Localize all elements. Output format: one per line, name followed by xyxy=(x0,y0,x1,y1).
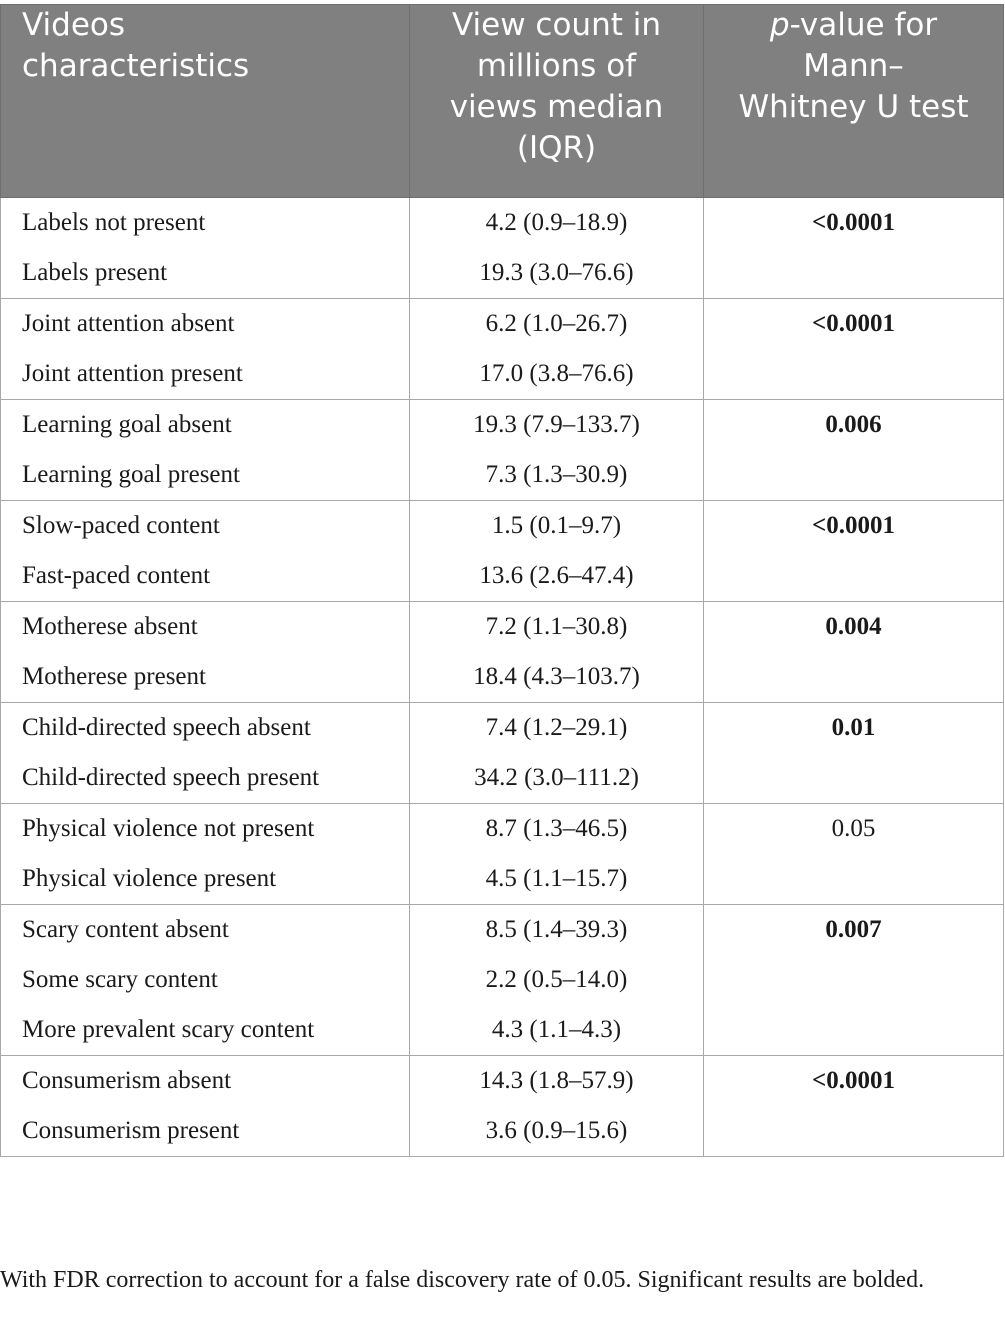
characteristic-cell xyxy=(1,1056,410,1157)
characteristic-label: Child-directed speech present xyxy=(22,764,320,791)
view-count-value: 7.4 (1.2–29.1) xyxy=(485,714,628,741)
header-line: Mann– xyxy=(803,48,904,84)
header-videos-characteristics xyxy=(1,5,410,198)
table-row xyxy=(1,198,1004,299)
characteristic-cell xyxy=(1,703,410,804)
characteristic-cell xyxy=(1,400,410,501)
table-row xyxy=(1,905,1004,1056)
view-count-value: 6.2 (1.0–26.7) xyxy=(485,310,628,337)
p-value: 0.01 xyxy=(831,714,876,741)
p-value: 0.006 xyxy=(825,411,882,438)
table-row xyxy=(1,1056,1004,1157)
header-p-italic: p xyxy=(769,7,790,43)
characteristic-label: Motherese present xyxy=(22,663,206,690)
table-footnote: With FDR correction to account for a false discovery rate of 0.05. Significant results are bolded. xyxy=(0,1267,925,1293)
characteristic-label: Physical violence not present xyxy=(22,815,315,842)
header-line: views median xyxy=(449,89,664,125)
header-line: (IQR) xyxy=(516,130,597,166)
table-body xyxy=(1,198,1004,1157)
header-view-count xyxy=(410,5,704,198)
p-value: <0.0001 xyxy=(812,310,895,337)
view-count-value: 8.7 (1.3–46.5) xyxy=(485,815,628,842)
results-table xyxy=(0,4,1004,1157)
characteristic-cell xyxy=(1,602,410,703)
characteristic-label: Consumerism absent xyxy=(22,1067,232,1094)
header-line: millions of xyxy=(476,48,637,84)
p-value-cell xyxy=(704,299,1004,400)
view-count-value: 13.6 (2.6–47.4) xyxy=(479,562,634,589)
characteristic-label: Fast-paced content xyxy=(22,562,211,589)
header-p-rest: -value for xyxy=(789,7,938,43)
characteristic-cell xyxy=(1,804,410,905)
table-row xyxy=(1,602,1004,703)
characteristic-label: Labels not present xyxy=(22,209,206,236)
view-count-value: 17.0 (3.8–76.6) xyxy=(479,360,634,387)
p-value: 0.004 xyxy=(825,613,882,640)
view-count-value: 3.6 (0.9–15.6) xyxy=(485,1117,628,1144)
characteristic-label: Motherese absent xyxy=(22,613,198,640)
characteristic-label: Labels present xyxy=(22,259,168,286)
p-value-cell xyxy=(704,905,1004,1056)
characteristic-cell xyxy=(1,501,410,602)
view-count-value: 8.5 (1.4–39.3) xyxy=(485,916,628,943)
header-line: View count in xyxy=(452,7,661,43)
table-row xyxy=(1,299,1004,400)
characteristic-label: More prevalent scary content xyxy=(22,1016,315,1043)
view-count-value: 4.2 (0.9–18.9) xyxy=(485,209,628,236)
p-value-cell xyxy=(704,1056,1004,1157)
view-count-value: 2.2 (0.5–14.0) xyxy=(485,966,628,993)
characteristic-label: Child-directed speech absent xyxy=(22,714,311,741)
characteristic-label: Joint attention present xyxy=(22,360,243,387)
view-count-cell xyxy=(410,400,704,501)
table-row xyxy=(1,703,1004,804)
p-value-cell xyxy=(704,703,1004,804)
header-line xyxy=(704,5,1003,46)
view-count-cell xyxy=(410,1056,704,1157)
characteristic-label: Consumerism present xyxy=(22,1117,240,1144)
characteristic-label: Joint attention absent xyxy=(22,310,235,337)
header-p-value xyxy=(704,5,1004,198)
characteristic-label: Scary content absent xyxy=(22,916,229,943)
view-count-value: 4.5 (1.1–15.7) xyxy=(485,865,628,892)
p-value: <0.0001 xyxy=(812,209,895,236)
view-count-cell xyxy=(410,501,704,602)
view-count-cell xyxy=(410,198,704,299)
view-count-value: 14.3 (1.8–57.9) xyxy=(479,1067,634,1094)
p-value-cell xyxy=(704,400,1004,501)
characteristic-label: Learning goal present xyxy=(22,461,240,488)
view-count-value: 7.3 (1.3–30.9) xyxy=(485,461,628,488)
p-value-cell xyxy=(704,501,1004,602)
table-row xyxy=(1,804,1004,905)
view-count-cell xyxy=(410,804,704,905)
header-line: Videos xyxy=(22,7,126,43)
p-value-cell xyxy=(704,602,1004,703)
view-count-cell xyxy=(410,905,704,1056)
view-count-value: 1.5 (0.1–9.7) xyxy=(491,512,622,539)
characteristic-label: Learning goal absent xyxy=(22,411,232,438)
table-row xyxy=(1,501,1004,602)
p-value-cell xyxy=(704,804,1004,905)
header-line: characteristics xyxy=(22,48,250,84)
view-count-cell xyxy=(410,299,704,400)
characteristic-cell xyxy=(1,299,410,400)
view-count-value: 7.2 (1.1–30.8) xyxy=(485,613,628,640)
characteristic-cell xyxy=(1,905,410,1056)
view-count-value: 19.3 (3.0–76.6) xyxy=(479,259,634,286)
table-header xyxy=(1,5,1004,198)
header-line: Whitney U test xyxy=(738,89,969,125)
p-value-cell xyxy=(704,198,1004,299)
table-row xyxy=(1,400,1004,501)
view-count-value: 19.3 (7.9–133.7) xyxy=(473,411,640,438)
characteristic-label: Physical violence present xyxy=(22,865,277,892)
characteristic-label: Some scary content xyxy=(22,966,218,993)
view-count-cell xyxy=(410,602,704,703)
p-value: <0.0001 xyxy=(812,512,895,539)
view-count-value: 34.2 (3.0–111.2) xyxy=(474,764,639,791)
view-count-value: 18.4 (4.3–103.7) xyxy=(473,663,640,690)
view-count-cell xyxy=(410,703,704,804)
characteristic-cell xyxy=(1,198,410,299)
p-value: 0.007 xyxy=(825,916,882,943)
characteristic-label: Slow-paced content xyxy=(22,512,220,539)
p-value: <0.0001 xyxy=(812,1067,895,1094)
p-value: 0.05 xyxy=(831,815,876,842)
view-count-value: 4.3 (1.1–4.3) xyxy=(491,1016,622,1043)
